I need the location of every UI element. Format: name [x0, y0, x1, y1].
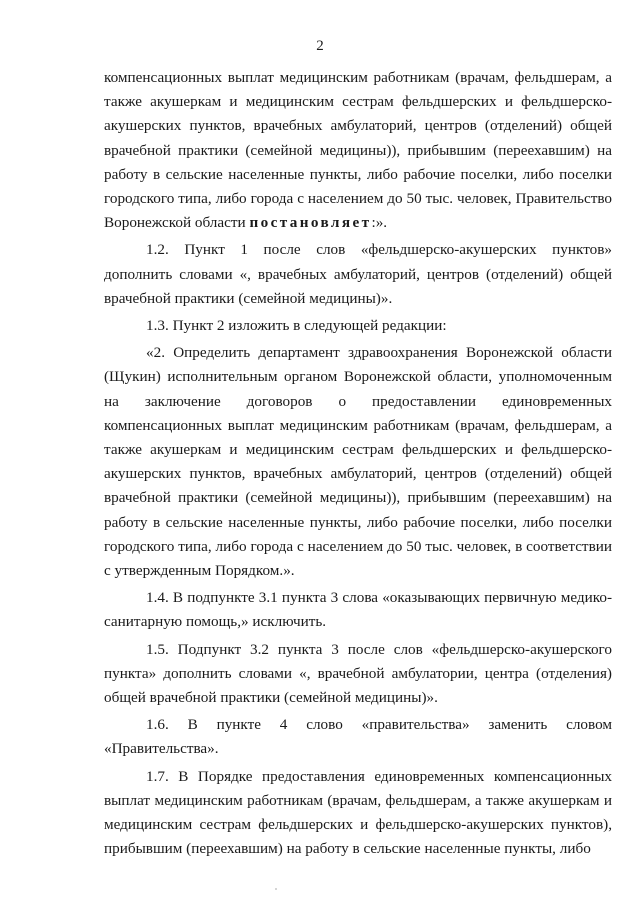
paragraph-1-4: 1.4. В подпункте 3.1 пункта 3 слова «оказывающих первичную медико-санитарную помощь,» исключить. — [104, 589, 612, 631]
document-body — [104, 66, 612, 862]
scan-artifact — [275, 888, 277, 890]
paragraph-1-6: 1.6. В пункте 4 слово «правительства» заменить словом «Правительства». — [104, 716, 612, 758]
decree-word: постановляет — [249, 214, 372, 232]
paragraph-1-7: 1.7. В Порядке предоставления единовременных компенсационных выплат медицинским работникам (врачам, фельдшерам, а также акушеркам и медицинским сестрам фельдшерских и фельдшерско-акушерских пунктов), прибывшим (переехавшим) на работу в сельские населенные пункты, либо — [104, 767, 612, 858]
paragraph-1-3: 1.3. Пункт 2 изложить в следующей редакции: — [146, 317, 447, 335]
paragraph-1-2: 1.2. Пункт 1 после слов «фельдшерско-акушерских пунктов» дополнить словами «, врачебных амбулаторий, центров (отделений) общей врачебной практики (семейной медицины)». — [104, 241, 612, 307]
paragraph-continuation — [104, 66, 612, 235]
paragraph-1-5: 1.5. Подпункт 3.2 пункта 3 после слов «фельдшерско-акушерского пункта» дополнить словами «, врачебной амбулатории, центра (отделения) общей врачебной практики (семейной медицины)». — [104, 640, 612, 707]
paragraph-quote-2: «2. Определить департамент здравоохранения Воронежской области (Щукин) исполнительным органом Воронежской области, уполномоченным на заключение договоров о предоставлении единовременных компенсационных выплат медицинским работникам (врачам, фельдшерам, а также акушеркам и медицинским сестрам фельдшерских и фельдшерско-акушерских пунктов, врачебных амбулаторий, центров (отделений) общей врачебной практики (семейной медицины)), прибывшим (переехавшим) на работу в сельские населенные пункты, либо рабочие поселки, либо поселки городского типа, либо города с населением до 50 тыс. человек, в соответствии с утвержденным Порядком.». — [104, 344, 612, 580]
paragraph-tail: :». — [371, 214, 388, 232]
page-number: 2 — [316, 38, 324, 54]
paragraph-text: компенсационных выплат медицинским работникам (врачам, фельдшерам, а также акушеркам и медицинским сестрам фельдшерских и фельдшерско-акушерских пунктов, врачебных амбулаторий, центров (отделений) общей врачебной практики (семейной медицины)), прибывшим (переехавшим) на работу в сельские населенные пункты, либо рабочие поселки, либо поселки городского типа, либо города с населением до 50 тыс. человек, Правительство Воронежской области — [104, 69, 612, 232]
